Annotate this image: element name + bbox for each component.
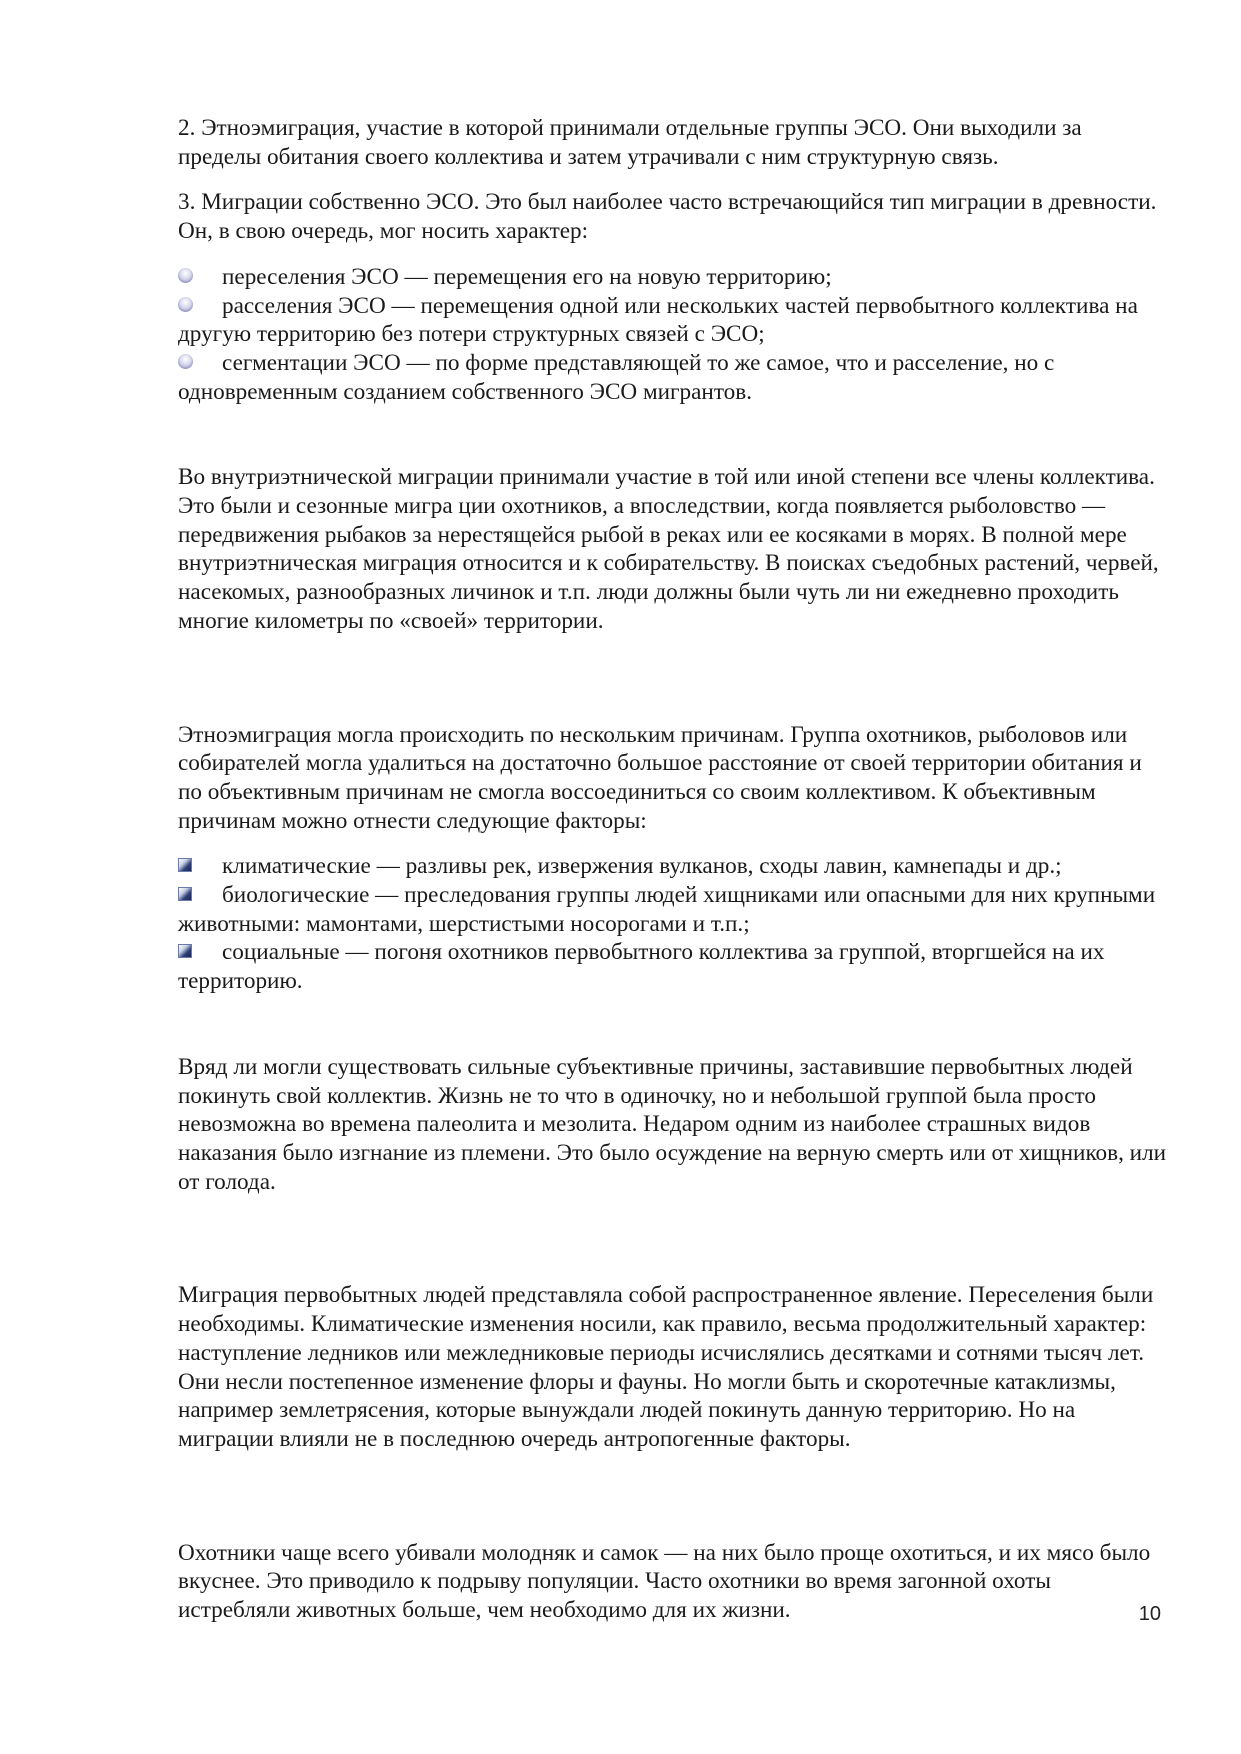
list-item: социальные — погоня охотников первобытного коллектива за группой, вторгшейся на их территорию. (178, 939, 1105, 995)
bullet-circle-icon (178, 354, 193, 369)
paragraph-4: Этноэмиграция могла происходить по нескольким причинам. Группа охотников, рыболовов или собирателей могла удалиться на достаточно большое расстояние от своей территории обитания и по объективным причинам не смогла воссоединиться со своим коллективом. К объективным причинам можно отнести следующие факторы: (178, 721, 1142, 834)
list-item: климатические — разливы рек, извержения вулканов, сходы лавин, камнепады и др.; (178, 852, 1168, 881)
bullet-square-icon (178, 944, 192, 958)
list-item: переселения ЭСО — перемещения его на новую территорию; (178, 263, 1168, 292)
paragraph-7: Охотники чаще всего убивали молодняк и самок — на них было проще охотиться, и их мясо было вкуснее. Это приводило к подрыву популяции. Часто охотники во время загонной охоты истребляли животных больше, чем необходимо для их жизни. (178, 1539, 1151, 1624)
paragraph-6: Миграция первобытных людей представляла собой распространенное явление. Переселения были необходимы. Климатические изменения носили, как правило, весьма продолжительный характер: наступление ледников или межледниковые периоды исчислялись десятками и сотнями тысяч лет. Они несли постепенное изменение флоры и фауны. Но могли быть и скоротечные катаклизмы, например землетрясения, которые вынуждали людей покинуть данную территорию. Но на миграции влияли не в последнюю очередь антропогенные факторы. (178, 1282, 1154, 1452)
paragraph-1: 2. Этноэмиграция, участие в которой принимали отдельные группы ЭСО. Они выходили за пределы обитания своего коллектива и затем утрачивали с ним структурную связь. (178, 115, 1082, 170)
bullet-circle-icon (178, 297, 193, 312)
list-item: сегментации ЭСО — по форме представляющей то же самое, что и расселение, но с одновременным созданием собственного ЭСО мигрантов. (178, 349, 1055, 405)
bullet-circle-icon (178, 268, 193, 283)
migration-types-list (178, 263, 1168, 407)
list-item: расселения ЭСО — перемещения одной или нескольких частей первобытного коллектива на другую территорию без потери структурных связей с ЭСО; (178, 292, 1138, 348)
paragraph-2: 3. Миграции собственно ЭСО. Это был наиболее часто встречающийся тип миграции в древности. Он, в свою очередь, мог носить характер: (178, 189, 1157, 245)
bullet-square-icon (178, 858, 192, 872)
page-number: 10 (1138, 1603, 1161, 1625)
list-item: биологические — преследования группы людей хищниками или опасными для них крупными животными: мамонтами, шерстистыми носорогами и т.п.; (178, 882, 1156, 937)
document-page (178, 114, 1168, 1625)
bullet-square-icon (178, 887, 192, 901)
factors-list (178, 852, 1168, 996)
paragraph-5: Вряд ли могли существовать сильные субъективные причины, заставившие первобытных людей покинуть свой коллектив. Жизнь не то что в одиночку, но и небольшой группой была просто невозможна во времена палеолита и мезолита. Недаром одним из наиболее страшных видов наказания было изгнание из племени. Это было осуждение на верную смерть или от хищников, или от голода. (178, 1053, 1167, 1195)
paragraph-3: Во внутриэтнической миграции принимали участие в той или иной степени все члены коллектива. Это были и сезонные мигра ции охотников, а впоследствии, когда появляется рыболовство — передвижения рыбаков за нерестящейся рыбой в реках или ее косяками в морях. В полной мере внутриэтническая миграция относится и к собирательству. В поисках съедобных растений, червей, насекомых, разнообразных личинок и т.п. люди должны были чуть ли ни ежедневно проходить многие километры по «своей» территории. (178, 464, 1159, 634)
